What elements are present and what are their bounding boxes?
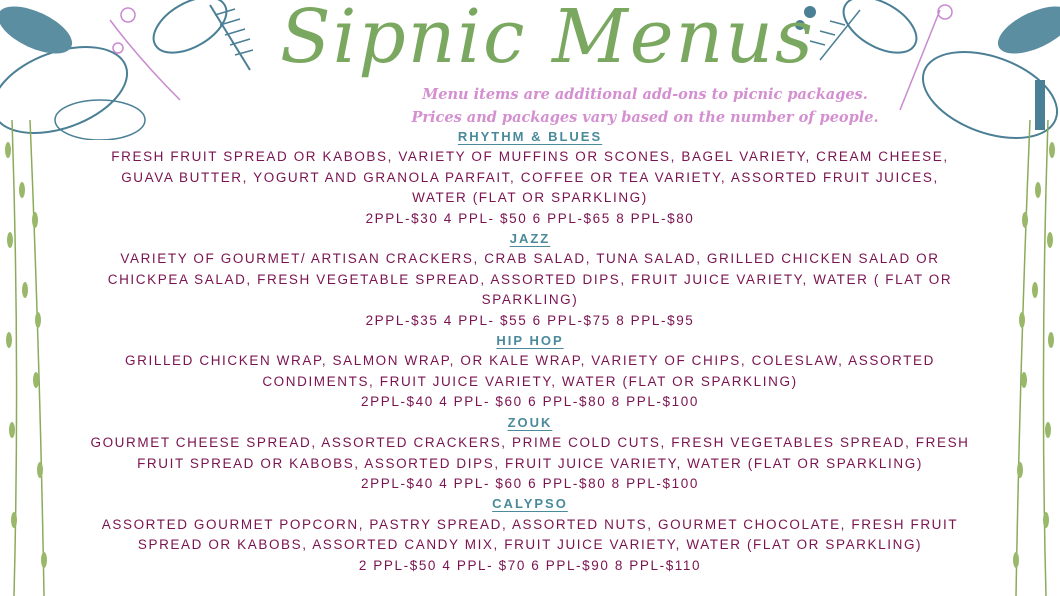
section-description-line: ASSORTED GOURMET POPCORN, PASTRY SPREAD, ASSORTED NUTS, GOURMET CHOCOLATE, FRESH FRUIT bbox=[101, 516, 959, 532]
section-heading: ZOUK bbox=[507, 414, 553, 430]
section-heading: RHYTHM & BLUES bbox=[457, 129, 603, 144]
section-heading: HIP HOP bbox=[496, 333, 564, 349]
section-heading: JAZZ bbox=[509, 231, 551, 247]
section-description-line: SPARKLING) bbox=[481, 292, 579, 308]
section-description-line: GOURMET CHEESE SPREAD, ASSORTED CRACKERS, PRIME COLD CUTS, FRESH VEGETABLES SPREAD, FRESH bbox=[90, 435, 970, 451]
section-description-line: FRESH FRUIT SPREAD OR KABOBS, VARIETY OF MUFFINS OR SCONES, BAGEL VARIETY, CREAM CHEESE, bbox=[111, 149, 949, 165]
section-description-line: GUAVA BUTTER, YOGURT AND GRANOLA PARFAIT, COFFEE OR TEA VARIETY, ASSORTED FRUIT JUICES, bbox=[121, 169, 939, 185]
subtitle-line-2: Prices and packages vary based on the number of people. bbox=[411, 109, 879, 126]
section-description-line: WATER (FLAT OR SPARKLING) bbox=[412, 190, 648, 206]
subtitle-line-1: Menu items are additional add-ons to picnic packages. bbox=[422, 86, 868, 103]
section-heading: CALYPSO bbox=[492, 496, 568, 512]
section-description-line: GRILLED CHICKEN WRAP, SALMON WRAP, OR KALE WRAP, VARIETY OF CHIPS, COLESLAW, ASSORTED bbox=[125, 353, 935, 369]
section-prices: 2PPL-$40 4 PPL- $60 6 PPL-$80 8 PPL-$100 bbox=[361, 475, 699, 491]
vine-right-icon bbox=[1000, 120, 1060, 596]
section-description-line: CONDIMENTS, FRUIT JUICE VARIETY, WATER (FLAT OR SPARKLING) bbox=[262, 373, 798, 389]
section-description-line: CHICKPEA SALAD, FRESH VEGETABLE SPREAD, ASSORTED DIPS, FRUIT JUICE VARIETY, WATER ( FLAT OR bbox=[107, 271, 953, 287]
menu-section bbox=[60, 494, 1000, 576]
menu-section bbox=[60, 127, 1000, 229]
section-description-line: VARIETY OF GOURMET/ ARTISAN CRACKERS, CRAB SALAD, TUNA SALAD, GRILLED CHICKEN SALAD OR bbox=[120, 251, 940, 267]
menu-section bbox=[60, 331, 1000, 413]
menu-section bbox=[60, 229, 1000, 331]
section-description-line: SPREAD OR KABOBS, ASSORTED CANDY MIX, FRUIT JUICE VARIETY, WATER (FLAT OR SPARKLING) bbox=[137, 537, 923, 553]
section-prices: 2PPL-$30 4 PPL- $50 6 PPL-$65 8 PPL-$80 bbox=[365, 210, 695, 226]
vine-left-icon bbox=[0, 120, 60, 596]
section-prices: 2 PPL-$50 4 PPL- $70 6 PPL-$90 8 PPL-$110 bbox=[358, 557, 702, 573]
menu-section bbox=[60, 413, 1000, 495]
section-description-line: FRUIT SPREAD OR KABOBS, ASSORTED DIPS, FRUIT JUICE VARIETY, WATER (FLAT OR SPARKLING) bbox=[137, 455, 923, 471]
section-prices: 2PPL-$35 4 PPL- $55 6 PPL-$75 8 PPL-$95 bbox=[365, 312, 695, 328]
menu-list bbox=[60, 127, 1000, 576]
page-title: Sipnic Menus bbox=[280, 0, 815, 80]
section-prices: 2PPL-$40 4 PPL- $60 6 PPL-$80 8 PPL-$100 bbox=[361, 394, 699, 410]
leaf-decoration-top-left-icon bbox=[0, 0, 270, 140]
